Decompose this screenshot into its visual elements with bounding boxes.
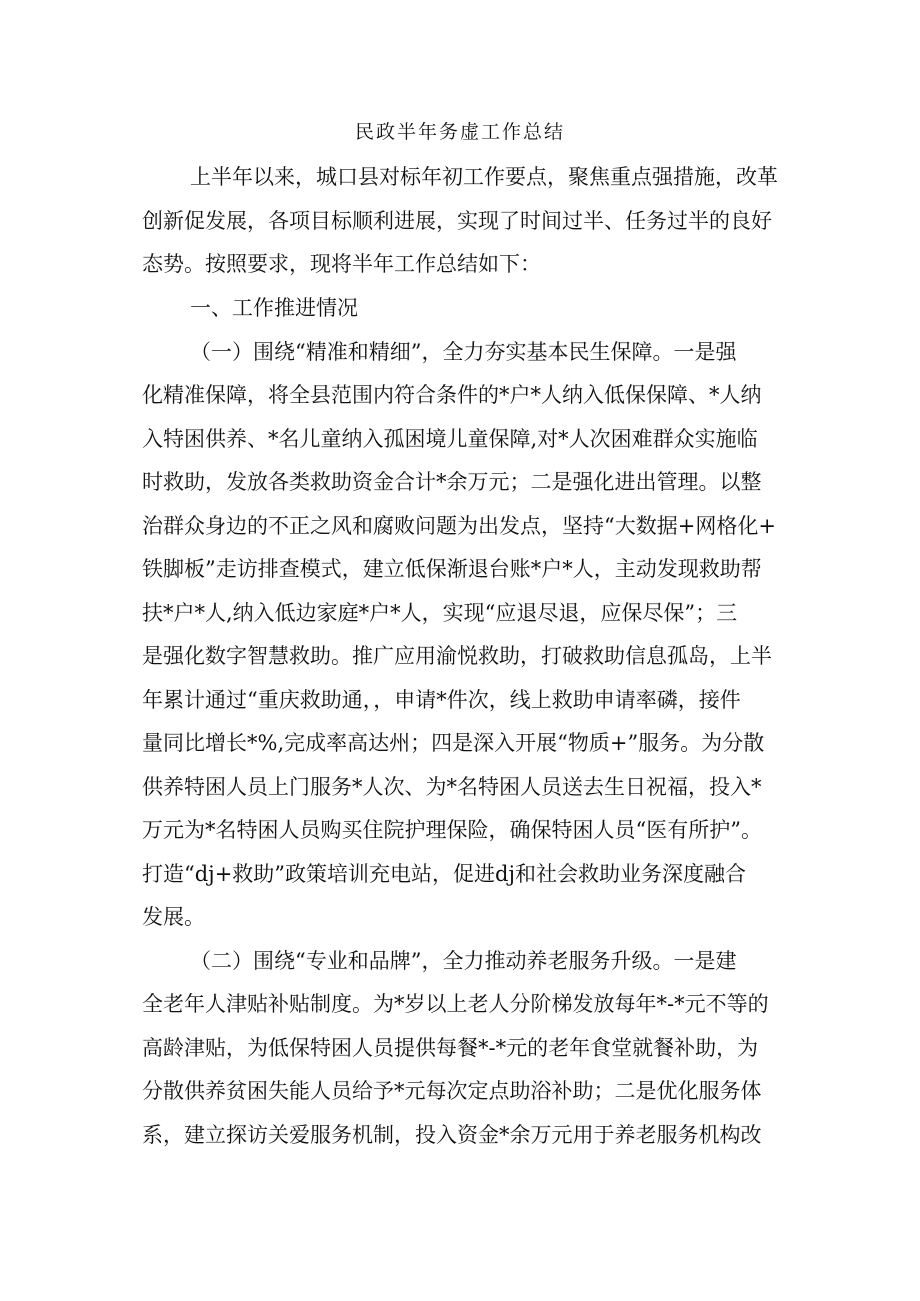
paragraph-line: 治群众身边的不正之风和腐败问题为出发点，坚持“大数据+网格化+ <box>142 514 776 538</box>
paragraph-line: 时救助，发放各类救助资金合计*余万元；二是强化进出管理。以整 <box>142 470 762 494</box>
paragraph-line: 分散供养贫困失能人员给予*元每次定点助浴补助；二是优化服务体 <box>142 1079 762 1103</box>
document-title: 民政半年务虚工作总结 <box>354 121 565 143</box>
paragraph-line: 打造“dj+救助”政策培训充电站，促进dj和社会救助业务深度融合 <box>142 862 746 886</box>
paragraph-line: 化精准保障，将全县范围内符合条件的*户*人纳入低保保障、*人纳 <box>142 383 762 407</box>
paragraph-line: 发展。 <box>142 905 205 929</box>
paragraph-line: 是强化数字智慧救助。推广应用渝悦救助，打破救助信息孤岛，上半 <box>142 644 772 668</box>
paragraph-line: 供养特困人员上门服务*人次、为*名特困人员送去生日祝福，投入* <box>142 775 762 799</box>
paragraph-line: 年累计通过“重庆救助通，，申请*件次，线上救助申请率磷，接件 <box>142 688 741 712</box>
paragraph-line: 铁脚板”走访排查模式，建立低保渐退台账*户*人，主动发现救助帮 <box>142 557 762 581</box>
section-heading: 一、工作推进情况 <box>190 296 358 320</box>
paragraph-line: 全老年人津贴补贴制度。为*岁以上老人分阶梯发放每年*-*元不等的 <box>142 992 769 1016</box>
paragraph-line: 量同比增长*%,完成率高达州；四是深入开展“物质+”服务。为分散 <box>142 731 765 755</box>
paragraph-line: （一）围绕“精准和精细”，全力夯实基本民生保障。一是强 <box>190 340 737 364</box>
paragraph-line: 上半年以来，城口县对标年初工作要点，聚焦重点强措施，改革 <box>190 165 778 189</box>
paragraph-line: 万元为*名特困人员购买住院护理保险，确保特困人员“医有所护”。 <box>142 818 762 842</box>
paragraph-line: 创新促发展，各项目标顺利进展，实现了时间过半、任务过半的良好 <box>142 209 772 233</box>
paragraph-line: 高龄津贴，为低保特困人员提供每餐*-*元的老年食堂就餐补助，为 <box>142 1036 759 1060</box>
paragraph-line: （二）围绕“专业和品牌”，全力推动养老服务升级。一是建 <box>190 949 737 973</box>
paragraph-line: 态势。按照要求，现将半年工作总结如下： <box>142 252 541 276</box>
paragraph-line: 入特困供养、*名儿童纳入孤困境儿童保障,对*人次困难群众实施临 <box>142 427 758 451</box>
paragraph-line: 系，建立探访关爱服务机制，投入资金*余万元用于养老服务机构改 <box>142 1123 762 1147</box>
paragraph-line: 扶*户*人,纳入低边家庭*户*人，实现“应退尽退，应保尽保”；三 <box>142 601 738 625</box>
